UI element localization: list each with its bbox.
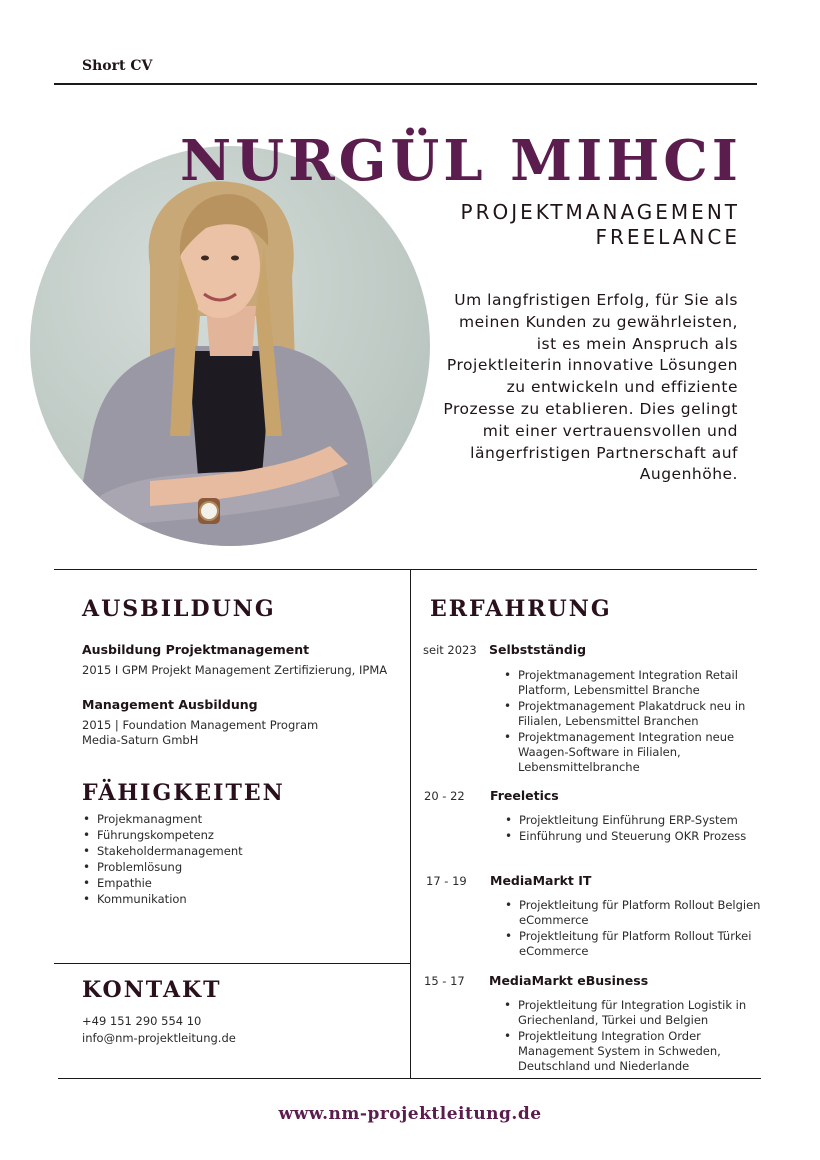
experience-bullet: • Projektleitung Einführung ERP-System: [519, 813, 769, 828]
short-cv-label: Short CV: [82, 58, 153, 74]
contact-email[interactable]: info@nm-projektleitung.de: [82, 1031, 236, 1045]
education-item-line1: 2015 I GPM Projekt Management Zertifizierung, IPMA: [82, 663, 388, 677]
skill-item: • Projekmanagment: [97, 812, 397, 827]
experience-bullets: [505, 813, 769, 845]
experience-bullets: [504, 668, 768, 776]
portrait-photo: [30, 146, 430, 546]
experience-bullet: • Projektleitung für Platform Rollout Türkei eCommerce: [519, 929, 769, 959]
contact-phone[interactable]: +49 151 290 554 10: [82, 1014, 202, 1028]
skill-item: • Kommunikation: [97, 892, 397, 907]
skills-list: [83, 812, 397, 908]
intro-text: Um langfristigen Erfolg, für Sie als meinen Kunden zu gewährleisten, ist es mein Anspruch als Projektleiterin innovative Lösungen zu entwickeln und effiziente Prozesse zu etablieren. Dies gelingt mit einer vertrauensvollen und längerfristigen Partnerschaft auf Augenhöhe.: [443, 291, 738, 484]
experience-bullet: • Projektleitung für Integration Logistik in Griechenland, Türkei und Belgien: [518, 998, 768, 1028]
experience-date: 15 - 17: [424, 974, 465, 988]
column-divider: [410, 569, 411, 1079]
section-divider-top: [54, 569, 757, 570]
skill-item: • Stakeholdermanagement: [97, 844, 397, 859]
section-divider-bottom: [58, 1078, 761, 1079]
experience-company: MediaMarkt IT: [490, 873, 592, 888]
experience-date: 17 - 19: [426, 874, 467, 888]
person-name: NURGÜL MIHCI: [180, 128, 742, 194]
education-item-line1: 2015 | Foundation Management Program: [82, 718, 319, 732]
education-item: [82, 642, 402, 678]
experience-heading: ERFAHRUNG: [430, 596, 612, 622]
experience-bullet: • Projektleitung für Platform Rollout Belgien eCommerce: [519, 898, 769, 928]
skills-heading: FÄHIGKEITEN: [82, 780, 285, 806]
website-link[interactable]: www.nm-projektleitung.de: [278, 1104, 542, 1124]
skill-item: • Problemlösung: [97, 860, 397, 875]
job-title-line1: PROJEKTMANAGEMENT: [460, 200, 740, 224]
skill-item: • Führungskompetenz: [97, 828, 397, 843]
job-title: [461, 200, 740, 250]
education-heading: AUSBILDUNG: [82, 596, 276, 622]
experience-bullets: [505, 898, 769, 960]
experience-bullets: [504, 998, 768, 1075]
experience-bullet: • Einführung und Steuerung OKR Prozess: [519, 829, 769, 844]
contact-heading: KONTAKT: [82, 977, 222, 1003]
experience-bullet: • Projektmanagement Integration neue Waagen-Software in Filialen, Lebensmittelbranche: [518, 730, 768, 775]
education-item: [82, 697, 402, 748]
experience-bullet: • Projektleitung Integration Order Management System in Schweden, Deutschland und Niederlande: [518, 1029, 768, 1074]
experience-bullet: • Projektmanagement Integration Retail Platform, Lebensmittel Branche: [518, 668, 768, 698]
contact-divider: [54, 963, 410, 964]
experience-company: Selbstständig: [489, 642, 587, 657]
experience-company: MediaMarkt eBusiness: [489, 973, 649, 988]
experience-date: seit 2023: [423, 643, 477, 657]
header-rule: [54, 83, 757, 85]
experience-bullet: • Projektmanagement Plakatdruck neu in Filialen, Lebensmittel Branchen: [518, 699, 768, 729]
education-item-line2: Media-Saturn GmbH: [82, 733, 199, 747]
education-list: [82, 642, 402, 748]
experience-date: 20 - 22: [424, 789, 465, 803]
skill-item: • Empathie: [97, 876, 397, 891]
portrait-illustration-icon: [30, 146, 430, 546]
job-title-line2: FREELANCE: [595, 225, 740, 249]
experience-company: Freeletics: [490, 788, 559, 803]
education-item-title: Management Ausbildung: [82, 697, 258, 712]
education-item-title: Ausbildung Projektmanagement: [82, 642, 310, 657]
